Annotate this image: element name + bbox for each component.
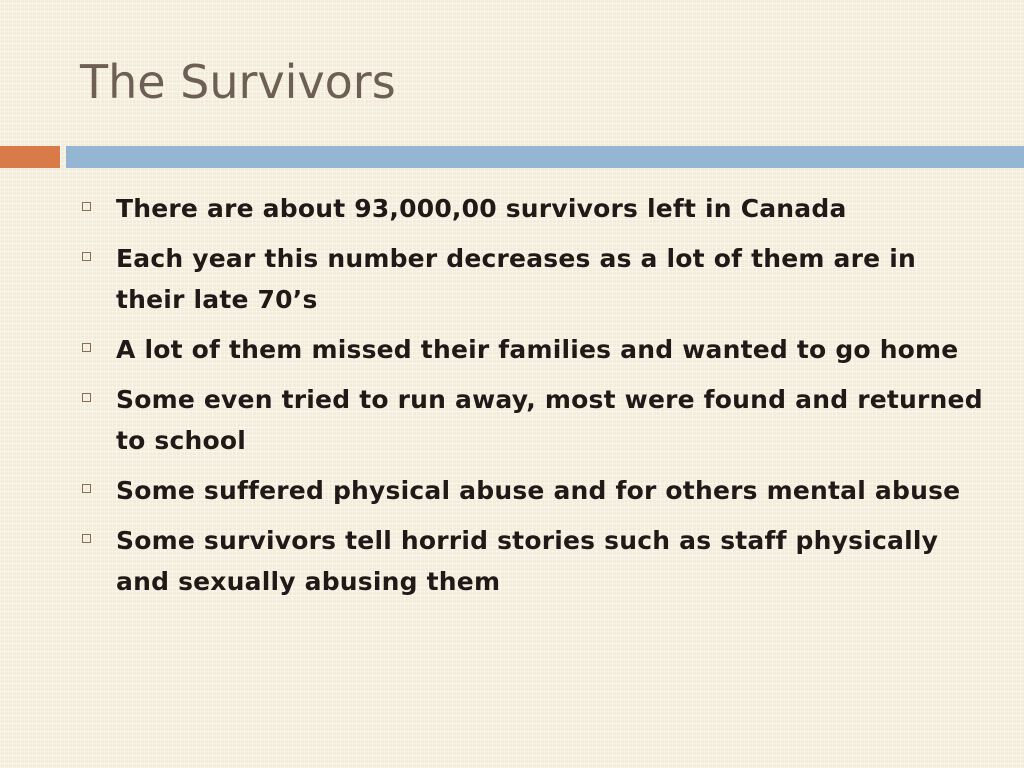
hollow-square-bullet-icon bbox=[82, 252, 91, 261]
accent-bar-blue bbox=[66, 146, 1024, 168]
bullet-text: Each year this number decreases as a lot of them are in their late 70’s bbox=[116, 244, 916, 314]
bullet-item bbox=[80, 188, 990, 229]
accent-bar-orange bbox=[0, 146, 60, 168]
bullet-item bbox=[80, 379, 990, 461]
bullet-item bbox=[80, 470, 990, 511]
bullet-item bbox=[80, 520, 990, 602]
bullet-text: There are about 93,000,00 survivors left in Canada bbox=[116, 194, 847, 223]
hollow-square-bullet-icon bbox=[82, 393, 91, 402]
hollow-square-bullet-icon bbox=[82, 484, 91, 493]
slide-title: The Survivors bbox=[80, 55, 396, 109]
hollow-square-bullet-icon bbox=[82, 202, 91, 211]
bullet-item bbox=[80, 238, 990, 320]
hollow-square-bullet-icon bbox=[82, 534, 91, 543]
bullet-text: A lot of them missed their families and wanted to go home bbox=[116, 335, 959, 364]
bullet-item bbox=[80, 329, 990, 370]
bullet-text: Some suffered physical abuse and for others mental abuse bbox=[116, 476, 961, 505]
hollow-square-bullet-icon bbox=[82, 343, 91, 352]
bullet-text: Some even tried to run away, most were found and returned to school bbox=[116, 385, 983, 455]
bullet-text: Some survivors tell horrid stories such as staff physically and sexually abusing them bbox=[116, 526, 939, 596]
bullet-list bbox=[80, 188, 990, 611]
